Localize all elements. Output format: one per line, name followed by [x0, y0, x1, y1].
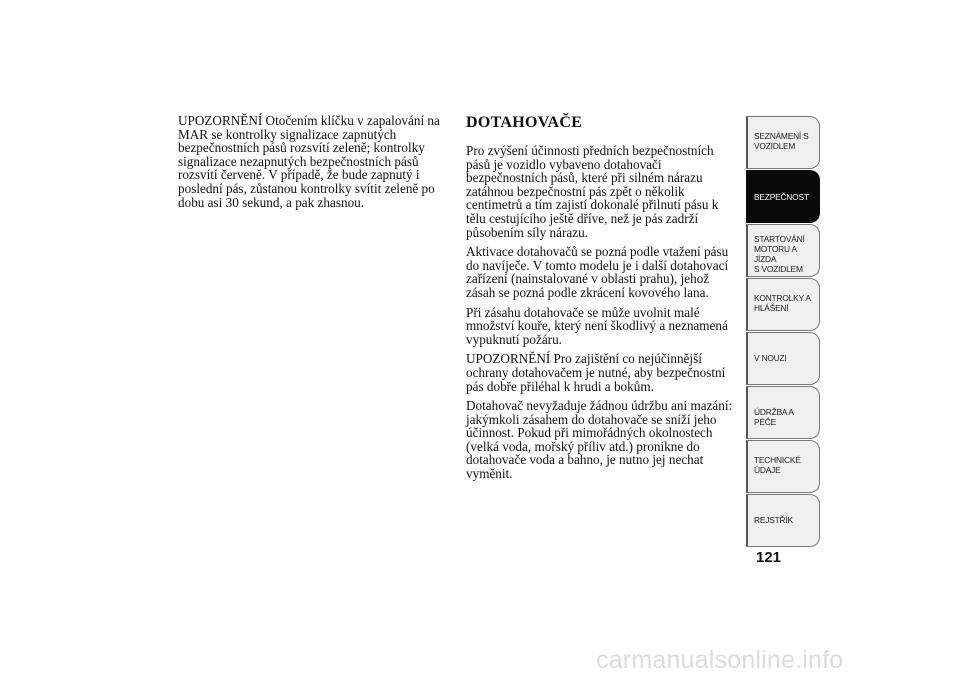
section-heading: DOTAHOVAČE: [466, 114, 583, 131]
tab-label-line: BEZPEČNOST: [754, 192, 809, 202]
body-paragraph-2: Aktivace dotahovačů se pozná podle vtažení pásu do navíječe. V tomto modelu je i další dotahovací zařízení (nainstalované v oblasti prahu), jehož zásah se pozná podle zkrácení kovového lana.: [466, 244, 729, 300]
tab-rejstrik[interactable]: [746, 494, 820, 547]
tab-label-line: HLÁŠENÍ: [754, 303, 789, 313]
tab-kontrolky-a-hlaseni[interactable]: [746, 278, 820, 331]
warning-paragraph: UPOZORNĚNÍ Pro zajištění co nejúčinnější ochrany dotahovačem je nutné, aby bezpečnostní pás dobře přiléhal k hrudi a bokům.: [466, 351, 726, 394]
tab-startovani-motoru[interactable]: [746, 224, 820, 277]
tab-label-line: V NOUZI: [754, 353, 787, 363]
watermark-text: carmanualsonline.info: [596, 646, 844, 674]
tab-v-nouzi[interactable]: [746, 332, 820, 385]
left-text-column: [178, 114, 443, 215]
tab-label-line: S VOZIDLEM: [754, 264, 803, 274]
tab-label-line: TECHNICKÉ: [754, 455, 801, 465]
tab-seznameni-s-vozidlem[interactable]: [746, 116, 820, 169]
tab-label-line: ÚDAJE: [754, 465, 781, 475]
tab-udrzba-a-pece[interactable]: [746, 386, 820, 439]
chapter-tabs: [746, 116, 820, 544]
right-text-column: [466, 114, 734, 487]
tab-label-line: KONTROLKY A: [754, 293, 811, 303]
tab-label-line: STARTOVÁNÍ: [754, 234, 805, 244]
tab-label-line: VOZIDLEM: [754, 141, 796, 151]
tab-bezpecnost[interactable]: [746, 170, 820, 223]
tab-label-line: REJSTŘÍK: [754, 515, 793, 525]
tab-label-line: MOTORU A JÍZDA: [754, 244, 797, 264]
page-number: 121: [756, 549, 782, 566]
tab-label-line: SEZNÁMENÍ S: [754, 131, 809, 141]
tab-label-line: ÚDRŽBA A PÉČE: [754, 407, 794, 427]
warning-paragraph: UPOZORNĚNÍ Otočením klíčku v zapalování na MAR se kontrolky signalizace zapnutých bezpečnostních pásů rozsvítí zeleně; kontrolky signalizace nezapnutých bezpečnostních pásů rozsvítí červeně. V případě, že bude zapnutý i poslední pás, zůstanou kontrolky svítit zeleně po dobu asi 30 sekund, a pak zhasnou.: [178, 113, 440, 210]
body-paragraph-3: Při zásahu dotahovače se může uvolnit malé množství kouře, který není škodlivý a neznamená vypuknutí požáru.: [466, 304, 728, 347]
tab-technicke-udaje[interactable]: [746, 440, 820, 493]
body-paragraph-1: Pro zvýšení účinnosti předních bezpečnostních pásů je vozidlo vybaveno dotahovači bezpečnostních pásů, které při silném nárazu zatáhnou bezpečnostní pás zpět o několik centimetrů a tím zajistí dokonalé přilnutí pásu k tělu cestujícího ještě dříve, než je pás zadrží působením síly nárazu.: [466, 143, 719, 240]
body-paragraph-5: Dotahovač nevyžaduje žádnou údržbu ani mazání: jakýmkoli zásahem do dotahovače se sníží jeho účinnost. Pokud při mimořádných okolnostech (velká voda, mořský příliv atd.) pronikne do dotahovače voda a bahno, je nutno jej nechat vyměnit.: [466, 398, 733, 482]
